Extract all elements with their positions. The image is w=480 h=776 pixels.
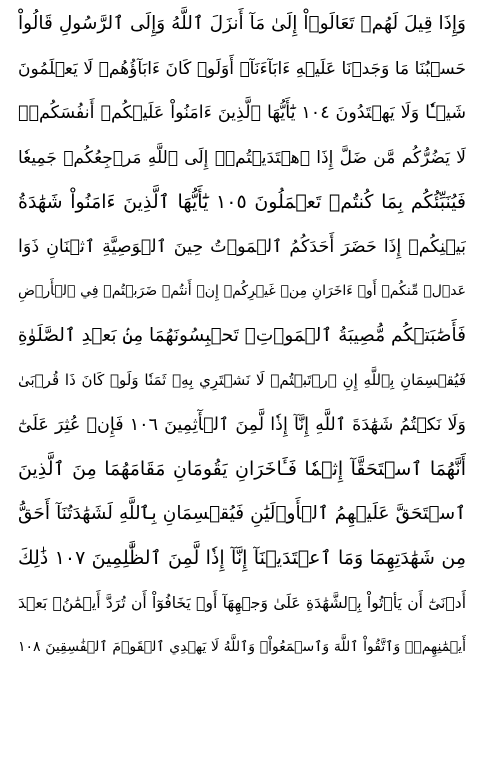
verse-text: فَيُنَبِّئُكُم بِمَا كُنتُمۡ تَعۡمَلُونَ ١٠٥ يَٰٓأَيُّهَا ٱلَّذِينَ ءَامَنُواْ شَهَٰدَةُ	[18, 191, 466, 213]
text-line-3	[18, 91, 466, 136]
verse-text: مِن شَهَٰدَتِهِمَا وَمَا ٱعۡتَدَيۡنَآ إِنَّآ إِذٗا لَّمِنَ ٱلظَّٰلِمِينَ ١٠٧ ذَٰلِكَ	[18, 547, 466, 569]
verse-text: عَدۡلٖ مِّنكُمۡ أَوۡ ءَاخَرَانِ مِنۡ غَيۡرِكُمۡ إِنۡ أَنتُمۡ ضَرَبۡتُمۡ فِي ٱلۡأَرۡضِ	[18, 283, 466, 299]
verse-text: أَيۡمَٰنِهِمۡۗ وَٱتَّقُواْ ٱللَّهَ وَٱسۡمَعُواْۗ وَٱللَّهُ لَا يَهۡدِي ٱلۡقَوۡمَ ٱلۡفَٰسِقِينَ ١٠٨	[18, 639, 466, 655]
text-line-5	[18, 180, 466, 225]
text-line-1	[18, 2, 466, 47]
text-line-15	[18, 625, 466, 670]
verse-text: أَنَّهُمَا ٱسۡتَحَقَّآ إِثۡمٗا فَـَٔاخَرَانِ يَقُومَانِ مَقَامَهُمَا مِنَ ٱلَّذِينَ	[18, 458, 466, 480]
verse-text: بَيۡنِكُمۡ إِذَا حَضَرَ أَحَدَكُمُ ٱلۡمَوۡتُ حِينَ ٱلۡوَصِيَّةِ ٱثۡنَانِ ذَوَا	[18, 236, 466, 257]
verse-text: حَسۡبُنَا مَا وَجَدۡنَا عَلَيۡهِ ءَابَآءَنَآۚ أَوَلَوۡ كَانَ ءَابَآؤُهُمۡ لَا يَعۡلَمُونَ	[18, 58, 466, 79]
verse-text: وَإِذَا قِيلَ لَهُمۡ تَعَالَوۡاْ إِلَىٰ مَآ أَنزَلَ ٱللَّهُ وَإِلَى ٱلرَّسُولِ قَالُواْ	[18, 13, 466, 34]
verse-text: وَلَا نَكۡتُمُ شَهَٰدَةَ ٱللَّهِ إِنَّآ إِذٗا لَّمِنَ ٱلۡأٓثِمِينَ ١٠٦ فَإِنۡ عُثِرَ عَلَىٰٓ	[18, 414, 466, 435]
text-line-9	[18, 358, 466, 403]
text-line-14	[18, 581, 466, 626]
text-line-7	[18, 269, 466, 314]
verse-text: فَيُقۡسِمَانِ بِٱللَّهِ إِنِ ٱرۡتَبۡتُمۡ لَا نَشۡتَرِي بِهِۦ ثَمَنٗا وَلَوۡ كَانَ ذَا قُرۡبَىٰ	[18, 371, 466, 389]
quran-page	[18, 0, 466, 776]
verse-text: أَدۡنَىٰٓ أَن يَأۡتُواْ بِٱلشَّهَٰدَةِ عَلَىٰ وَجۡهِهَآ أَوۡ يَخَافُوٓاْ أَن تُرَدَّ أَيۡمَٰنُۢ بَعۡدَ	[18, 593, 466, 612]
text-line-2	[18, 47, 466, 92]
text-line-4	[18, 136, 466, 181]
text-line-12	[18, 492, 466, 537]
text-line-6	[18, 225, 466, 270]
text-line-11	[18, 447, 466, 492]
text-line-13	[18, 536, 466, 581]
text-line-8	[18, 314, 466, 359]
verse-text: فَأَصَٰبَتۡكُم مُّصِيبَةُ ٱلۡمَوۡتِۚ تَحۡبِسُونَهُمَا مِنۢ بَعۡدِ ٱلصَّلَوٰةِ	[18, 324, 466, 346]
text-line-10	[18, 403, 466, 448]
verse-text: ٱسۡتَحَقَّ عَلَيۡهِمُ ٱلۡأَوۡلَيَٰنِ فَيُقۡسِمَانِ بِٱللَّهِ لَشَهَٰدَتُنَآ أَحَقُّ	[18, 502, 466, 524]
verse-text: شَيۡـٔٗا وَلَا يَهۡتَدُونَ ١٠٤ يَٰٓأَيُّهَا ٱلَّذِينَ ءَامَنُواْ عَلَيۡكُمۡ أَنفُسَكُمۡۖ	[18, 103, 466, 123]
verse-text: لَا يَضُرُّكُم مَّن ضَلَّ إِذَا ٱهۡتَدَيۡتُمۡۚ إِلَى ٱللَّهِ مَرۡجِعُكُمۡ جَمِيعٗا	[18, 147, 466, 168]
